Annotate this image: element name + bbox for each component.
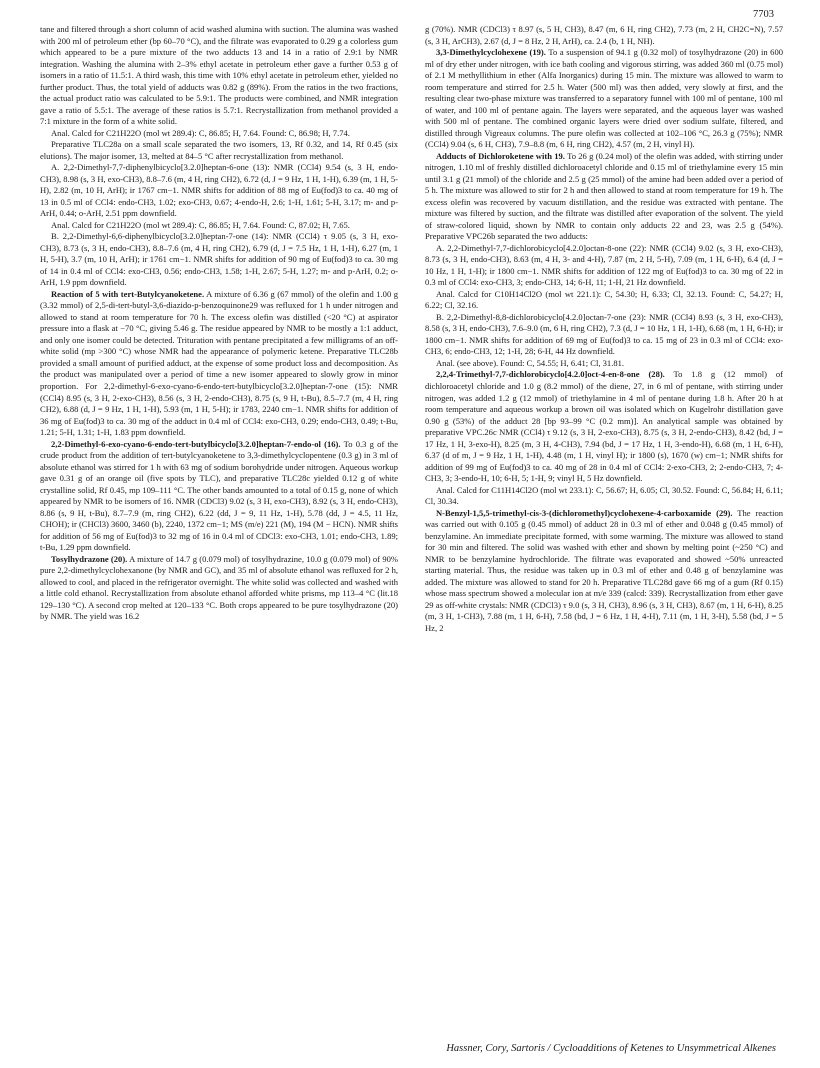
paragraph — [40, 554, 398, 623]
section-heading: 2,2,4-Trimethyl-7,7-dichlorobicyclo[4.2.0]oct-4-en-8-one (28). — [436, 369, 665, 380]
page-number: 7703 — [753, 9, 774, 20]
paragraph: Anal. Calcd for C21H22O (mol wt 289.4): C, 86.85; H, 7.64. Found: C, 86.98; H, 7.74. — [51, 127, 350, 138]
section-heading: N-Benzyl-1,5,5-trimethyl-cis-3-(dichloromethyl)cyclohexene-4-carboxamide (29). — [436, 507, 733, 518]
paragraph-text: The reaction was carried out with 0.105 g (0.45 mmol) of adduct 28 in 0.3 ml of ether and 0.048 g (0.45 mmol) of benzylamine. An immediate precipitate formed, with some warming. The mixture was allowed to stand for 30 min and filtered. The solid was washed with ether and shown by melting point (~250 °C) and NMR to be benzylamine hydrochloride. The filtrate was evaporated and showed ~50% unreacted starting material. Thus, the residue was taken up in 0.3 ml of ether and 0.48 g of benzylamine was added. The mixture was allowed to stand for 20 h. Preparative TLC28d gave 66 mg of a gum (Rf 0.15) whose mass spectrum showed a molecular ion at m/e 339 (calcd: 339). Recrystallization from ether gave 29 as off-white crystals: NMR (CDCl3) τ 9.0 (s, 3 H, CH3), 8.96 (s, 3 H, CH3), 8.67 (m, 1 H, 6-H), 8.25 (m, 3 H, 1-CH3), 7.88 (m, 1 H, 6-H), 7.58 (bd, J = 6 Hz, 1 H, 4-H), 7.11 (m, 1 H, 3-H), 5.58 (bd, J = 5 Hz, 2 — [425, 507, 783, 633]
paragraph: Anal. Calcd for C11H14Cl2O (mol wt 233.1): C, 56.67; H, 6.05; Cl, 30.52. Found: C, 56.84; H, 6.11; Cl, 30.34. — [425, 484, 783, 507]
paragraph-text: To 1.8 g (12 mmol) of dichloroacetyl chloride and 1.0 g (8.2 mmol) of the diene, 27, in 6 ml of pentane, with stirring under nitrogen, was added 1.2 g (12 mmol) of triethylamine in 4 ml of pentane during 1.8 h. After 20 h at room temperature and aqueous workup a brown oil was isolated which on Kugelrohr distillation gave 0.90 g (53%) of the adduct 28 [bp 93–99 °C (0.2 mm)]. An analytical sample was obtained by preparative VPC.26c NMR (CCl4) τ 9.12 (s, 3 H, 2-exo-CH3), 8.75 (s, 3 H, 2-endo-CH3), 8.42 (bd, J = 17 Hz, 1 H, 3-exo-H), 8.25 (m, 3 H, 4-CH3), 7.94 (bd, J = 17 Hz, 1 H, 3-endo-H), 6.68 (m, 1 H, 6-H), 6.37 (d of m, J = 9 Hz, 1 H, 1-H), 4.48 (m, 1 H, vinyl H); ir 1800 (s), 1670 (w) cm−1; NMR shifts for addition of 99 mg of Eu(fod)3 to ca. 40 mg of 28 in 0.4 ml of CCl4: 2-exo-CH3, 2; 2-endo-CH3, 7; 4-CH3, 3; 3-endo-H, 10; 6-H, 5; 1-H, 9; vinyl H, 5 Hz downfield. — [425, 369, 784, 484]
section-heading: 2,2-Dimethyl-6-exo-cyano-6-endo-tert-butylbicyclo[3.2.0]heptan-7-endo-ol (16). — [51, 438, 341, 449]
paragraph: Preparative TLC28a on a small scale separated the two isomers, 13, Rf 0.32, and 14, Rf 0.45 (six elutions). The major isomer, 13, melted at 84–5 °C after recrystallization from methanol. — [40, 139, 398, 161]
paragraph-text: To 0.3 g of the crude product from the addition of tert-butylcyanoketene to 3,3-dimethylcyclopentene (0.3 g) in 3 ml of absolute ethanol was stirred for 1 h with 63 mg of sodium borohydride under nitrogen. Aqueous workup gave 0.31 g of an orange oil (five spots by TLC), and preparative TLC28c yielded 0.12 g of white crystalline solid, Rf 0.45, mp 109–111 °C. The other bands amounted to a total of 0.15 g, none of which appeared by NMR to be isomers of 16. NMR (CDCl3) 9.02 (s, 3 H, exo-CH3), 8.92 (s, 3 H, endo-CH3), 8.86 (s, 9 H, t-Bu), 8.7–7.9 (m, ring CH2), 6.22 (dd, J = 9, 11 Hz, 1-H), 5.78 (dd, J = 4.5, 11 Hz, CHOH); ir (CHCl3) 3600, 3460 (b), 2240, 1372 cm−1; MS (m/e) 221 (M), 194 (M − HCN). NMR shifts for addition of 56 mg of Eu(fod)3 to 32 mg of 16 in 0.4 ml of CDCl3: exo-CH3, 1.01; endo-CH3, 1.89; t-Bu, 1.29 ppm downfield. — [40, 438, 398, 553]
section-heading: 3,3-Dimethylcyclohexene (19). — [436, 47, 546, 58]
paragraph — [425, 47, 783, 151]
paragraph-text: To 26 g (0.24 mol) of the olefin was added, with stirring under nitrogen, 1.10 ml of freshly distilled dichloroacetyl chloride and 0.15 ml of triethylamine every 15 min until 3.1 g (21 mmol) of the chloride and 2.5 g (25 mmol) of the amine had been added over a period of 5 h. The mixture was allowed to stir for 2 h and then allowed to stand at room temperature for 19 h. The excess olefin was recovered by vacuum distillation, and the residue was extracted with pentane. The mixture was filtered by suction, and the filtrate was distilled after evaporation of the solvent. The yield of straw-colored liquid, shown by NMR to contain only adducts 22 and 23, was 2.5 g (54%). Preparative VPC26b separated the two adducts: — [425, 150, 783, 242]
right-column — [425, 24, 783, 634]
paragraph — [425, 151, 783, 243]
section-heading: Adducts of Dichloroketene with 19. — [436, 150, 565, 161]
paragraph — [40, 439, 398, 554]
running-footer: Hassner, Cory, Sartoris / Cycloadditions of Ketenes to Unsymmetrical Alkenes — [446, 1043, 776, 1054]
section-heading: Tosylhydrazone (20). — [51, 553, 128, 564]
paragraph-text: A mixture of 6.36 g (67 mmol) of the olefin and 1.00 g (3.32 mmol) of 2,5-di-tert-butyl-3,6-diazido-p-benzoquinone29 was refluxed for 1 h under nitrogen and allowed to stand at room temperature for 70 h. The excess olefin was distilled (<20 °C) at aspirator pressure into a flask at −70 °C, giving 5.46 g. The residue appeared by NMR to be mostly a 1:1 adduct, and only one isomer could be detected. Trituration with pentane precipitated a few milligrams of an off-white solid (mp >300 °C) whose NMR had the appearance of polymeric ketene. Preparative TLC28b provided a small amount of purified adduct, at the expense of some product loss and decomposition. As the product was manipulated over a period of time a new isomer appeared to slowly grow in minor proportion. For 2,2-dimethyl-6-exo-cyano-6-endo-tert-butylbicyclo[3.2.0]heptan-7-one (15): NMR (CCl4) 8.95 (s, 3 H, 2-exo-CH3), 8.56 (s, 3 H, 2-endo-CH3), 8.75 (s, 9 H, t-Bu), 8.5–7.7 (m, 4 H, ring CH2), 6.88 (d, J = 9 Hz, 1 H, 1-H), 5.93 (m, 1 H, 5-H); ir 1783, 2240 cm−1. NMR shifts for addition of 36 mg of Eu(fod)3 to ca. 30 mg of the adduct in 0.4 ml of CCl4: exo-CH3, 0.29; endo-CH3, 0.49; t-Bu, 1.21; 5-H, 1.31; 1-H, 1.83 ppm downfield. — [40, 288, 398, 438]
section-heading: Reaction of 5 with tert-Butylcyanoketene. — [51, 288, 205, 299]
paragraph: tane and filtered through a short column of acid washed alumina with suction. The alumina was washed with 200 ml of petroleum ether (bp 60–70 °C), and the filtrate was evaporated to 0.29 g a colorless gum which appeared to be a pure mixture of the two adducts 13 and 14 in a ratio of 2.9:1 by NMR integration. Washing the alumina with 2–3% ethyl acetate in petroleum ether gave a further 0.53 g of isomers in a ratio of 11.5:1. A third wash, this time with 10% ethyl acetate in petroleum ether, yielded no further product. Thus, the total yield of adducts was 0.82 g (89%). From the ratios in the two fractions, the actual product ratio was calculated to be 5.9:1. The products were combined, and NMR integration gave a ratio of 5.5:1. The average of these ratios is 5.7:1. Recrystallization from methanol provided a 7:1 mixture in the form of a white solid. — [40, 24, 398, 127]
paragraph — [425, 508, 783, 635]
paragraph: Anal. Calcd for C21H22O (mol wt 289.4): C, 86.85; H, 7.64. Found: C, 87.02; H, 7.65. — [51, 219, 350, 230]
paragraph-text: A mixture of 14.7 g (0.079 mol) of tosylhydrazine, 10.0 g (0.079 mol) of 90% pure 2,2-dimethylcyclohexanone (by NMR and GC), and 35 ml of absolute ethanol was refluxed for 2 h, allowed to cool, and placed in the refrigerator overnight. The white solid was collected and washed with a little cold ethanol. Recrystallization from absolute ethanol afforded white prisms, mp 113–4 °C (lit.18 129–130 °C). A second crop melted at 120–133 °C. Both crops appeared to be pure tosylhydrazone (20) by NMR. The yield was 16.2 — [40, 553, 399, 622]
paragraph: A. 2,2-Dimethyl-7,7-diphenylbicyclo[3.2.0]heptan-6-one (13): NMR (CCl4) 9.54 (s, 3 H, endo-CH3), 8.98 (s, 3 H, exo-CH3), 8.8–7.6 (m, 4 H, ring CH2), 6.72 (d, J = 9 Hz, 1 H, 1-H), 6.39 (m, 1 H, 5-H), 2.82 (m, 10 H, ArH); ir 1767 cm−1. NMR shifts for addition of 88 mg of Eu(fod)3 to ca. 40 mg of 13 in 0.5 ml of CCl4: endo-CH3, 1.02; exo-CH3, 0.67; 4-endo-H, 2.6; 1-H, 1.61; 5-H, 3.17; m- and p-ArH, 0.44; o-ArH, 2.51 ppm downfield. — [40, 162, 398, 219]
paragraph: Anal. (see above). Found: C, 54.55; H, 6.41; Cl, 31.81. — [436, 357, 625, 368]
paragraph — [425, 369, 783, 484]
left-column — [40, 24, 398, 623]
paragraph: A. 2,2-Dimethyl-7,7-dichlorobicyclo[4.2.0]octan-8-one (22): NMR (CCl4) 9.02 (s, 3 H, exo-CH3), 8.73 (s, 3 H, endo-CH3), 8.63 (m, 4 H, 3- and 4-H), 7.87 (m, 2 H, 5-H), 7.09 (m, 1 H, 6-H), 6.4 (d, J = 10 Hz, 1 H, 1-H); ir 1800 cm−1. NMR shifts for addition of 122 mg of Eu(fod)3 to ca. 30 mg of 22 in 0.3 ml of CCl4: exo-CH3, 3; endo-CH3, 14; 6-H, 11; 1-H, 21 Hz downfield. — [425, 242, 783, 288]
paragraph-text: To a suspension of 94.1 g (0.32 mol) of tosylhydrazone (20) in 600 ml of dry ether under nitrogen, with ice bath cooling and vigorous stirring, was added 360 ml (0.75 mol) of 2.1 M methyllithium in ether (Alfa Inorganics) during 15 min. The mixture was allowed to warm to room temperature and stirred for 2.5 h. Water (500 ml) was then added, very slowly at first, and the resulting clear two-phase mixture was transferred to a separatory funnel with 100 ml of pentane, 100 ml of water, and 100 ml of pentane again. The layers were separated, and the aqueous layer was washed with 500 ml of pentane. The combined organic layers were dried over sodium sulfate, filtered, and distilled through Vigreaux columns. The pure olefin was collected at 102–106 °C, 26.3 g (75%); NMR (CCl4) 9.04 (s, 6 H, CH3), 7.9–8.8 (m, 6 H, ring CH2), 4.57 (m, 2 H, vinyl H). — [425, 47, 784, 150]
paragraph: g (70%). NMR (CDCl3) τ 8.97 (s, 5 H, CH3), 8.47 (m, 6 H, ring CH2), 7.73 (m, 2 H, CH2C=N), 7.57 (s, 3 H, ArCH3), 2.67 (d, J = 8 Hz, 2 H, ArH), ca. 2.4 (b, 1 H, NH). — [425, 24, 783, 46]
paragraph — [40, 289, 398, 439]
paragraph: Anal. Calcd for C10H14Cl2O (mol wt 221.1): C, 54.30; H, 6.33; Cl, 32.13. Found: C, 54.27; H, 6.22; Cl, 32.16. — [425, 288, 783, 311]
paragraph: B. 2,2-Dimethyl-6,6-diphenylbicyclo[3.2.0]heptan-7-one (14): NMR (CCl4) τ 9.05 (s, 3 H, exo-CH3), 8.73 (s, 3 H, endo-CH3), 8.8–7.6 (m, 4 H, ring CH2), 6.79 (d, J = 7.5 Hz, 1 H, 1-H), 6.27 (m, 1 H, 5-H), 3.7 (m, 10 H, ArH); ir 1761 cm−1. NMR shifts for addition of 90 mg of Eu(fod)3 to ca. 30 mg of 14 in 0.4 ml of CCl4: exo-CH3, 0.56; endo-CH3, 1.58; 1-H, 2.67; 5-H, 1.27; m- and p-ArH, 0.2; o-ArH, 1.9 ppm downfield. — [40, 231, 398, 288]
paragraph: B. 2,2-Dimethyl-8,8-dichlorobicyclo[4.2.0]octan-7-one (23): NMR (CCl4) 8.93 (s, 3 H, exo-CH3), 8.58 (s, 3 H, endo-CH3), 7.6–9.0 (m, 6 H, ring CH2), 7.3 (d, J = 10 Hz, 1 H, 1-H), 6.68 (m, 1 H, 6-H); ir 1800 cm−1. NMR shifts for addition of 69 mg of Eu(fod)3 to ca. 15 mg of 23 in 0.3 ml of CCl4: exo-CH3, 6; endo-CH3, 12; 1-H, 28; 6-H, 44 Hz downfield. — [425, 311, 783, 357]
